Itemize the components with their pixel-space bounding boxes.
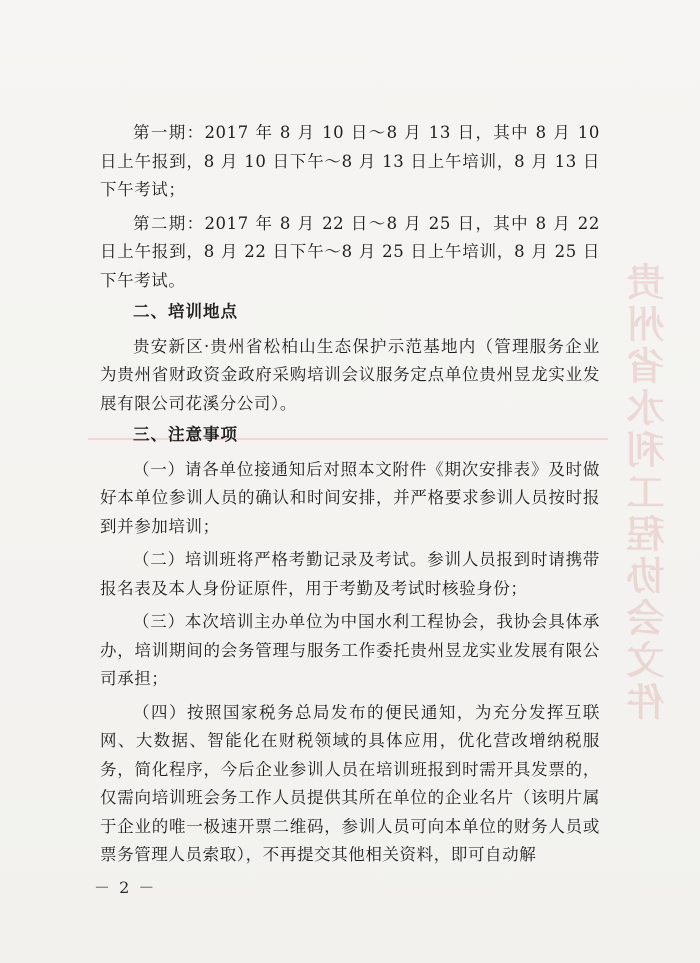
paragraph-note-two: （二）培训班将严格考勤记录及考试。参训人员报到时请携带报名表及本人身份证原件，用于考勤及考试时核验身份；: [100, 550, 600, 598]
paragraph-period-one: 第一期：2017 年 8 月 10 日～8 月 13 日，其中 8 月 10 日上午报到，8 月 10 日下午～8 月 13 日上午培训，8 月 13 日下午考试；: [100, 123, 600, 199]
heading-notes: 三、注意事项: [133, 425, 238, 444]
paragraph-note-four: （四）按照国家税务总局发布的便民通知，为充分发挥互联网、大数据、智能化在财税领域的具体应用，优化营改增纳税服务，简化程序，今后企业参训人员在培训班报到时需开具发票的，仅需向培训班会务工作人员提供其所在单位的企业名片（该明片属于企业的唯一极速开票二维码，参训人员可向本单位的财务人员或票务管理人员索取），不再提交其他相关资料，即可自动解: [100, 702, 600, 864]
heading-training-location: 二、培训地点: [133, 302, 238, 321]
paragraph-location: 贵安新区·贵州省松柏山生态保护示范基地内（管理服务企业为贵州省财政资金政府采购培训会议服务定点单位贵州昱龙实业发展有限公司花溪分公司）。: [100, 336, 600, 413]
page-number: － 2 －: [94, 878, 157, 897]
paragraph-note-three: （三）本次培训主办单位为中国水利工程协会，我协会具体承办，培训期间的会务管理与服务工作委托贵州昱龙实业发展有限公司承担；: [100, 612, 600, 688]
bleed-through-watermark: 贵州省水利工程协会文件: [627, 262, 671, 724]
document-body: [100, 119, 600, 870]
paragraph-note-one: （一）请各单位接通知后对照本文附件《期次安排表》及时做好本单位参训人员的确认和时间安排，并严格要求参训人员按时报到并参加培训；: [100, 459, 600, 536]
paragraph-period-two: 第二期：2017 年 8 月 22 日～8 月 25 日，其中 8 月 22 日上午报到，8 月 22 日下午～8 月 25 日上午培训，8 月 25 日下午考试。: [100, 213, 600, 290]
